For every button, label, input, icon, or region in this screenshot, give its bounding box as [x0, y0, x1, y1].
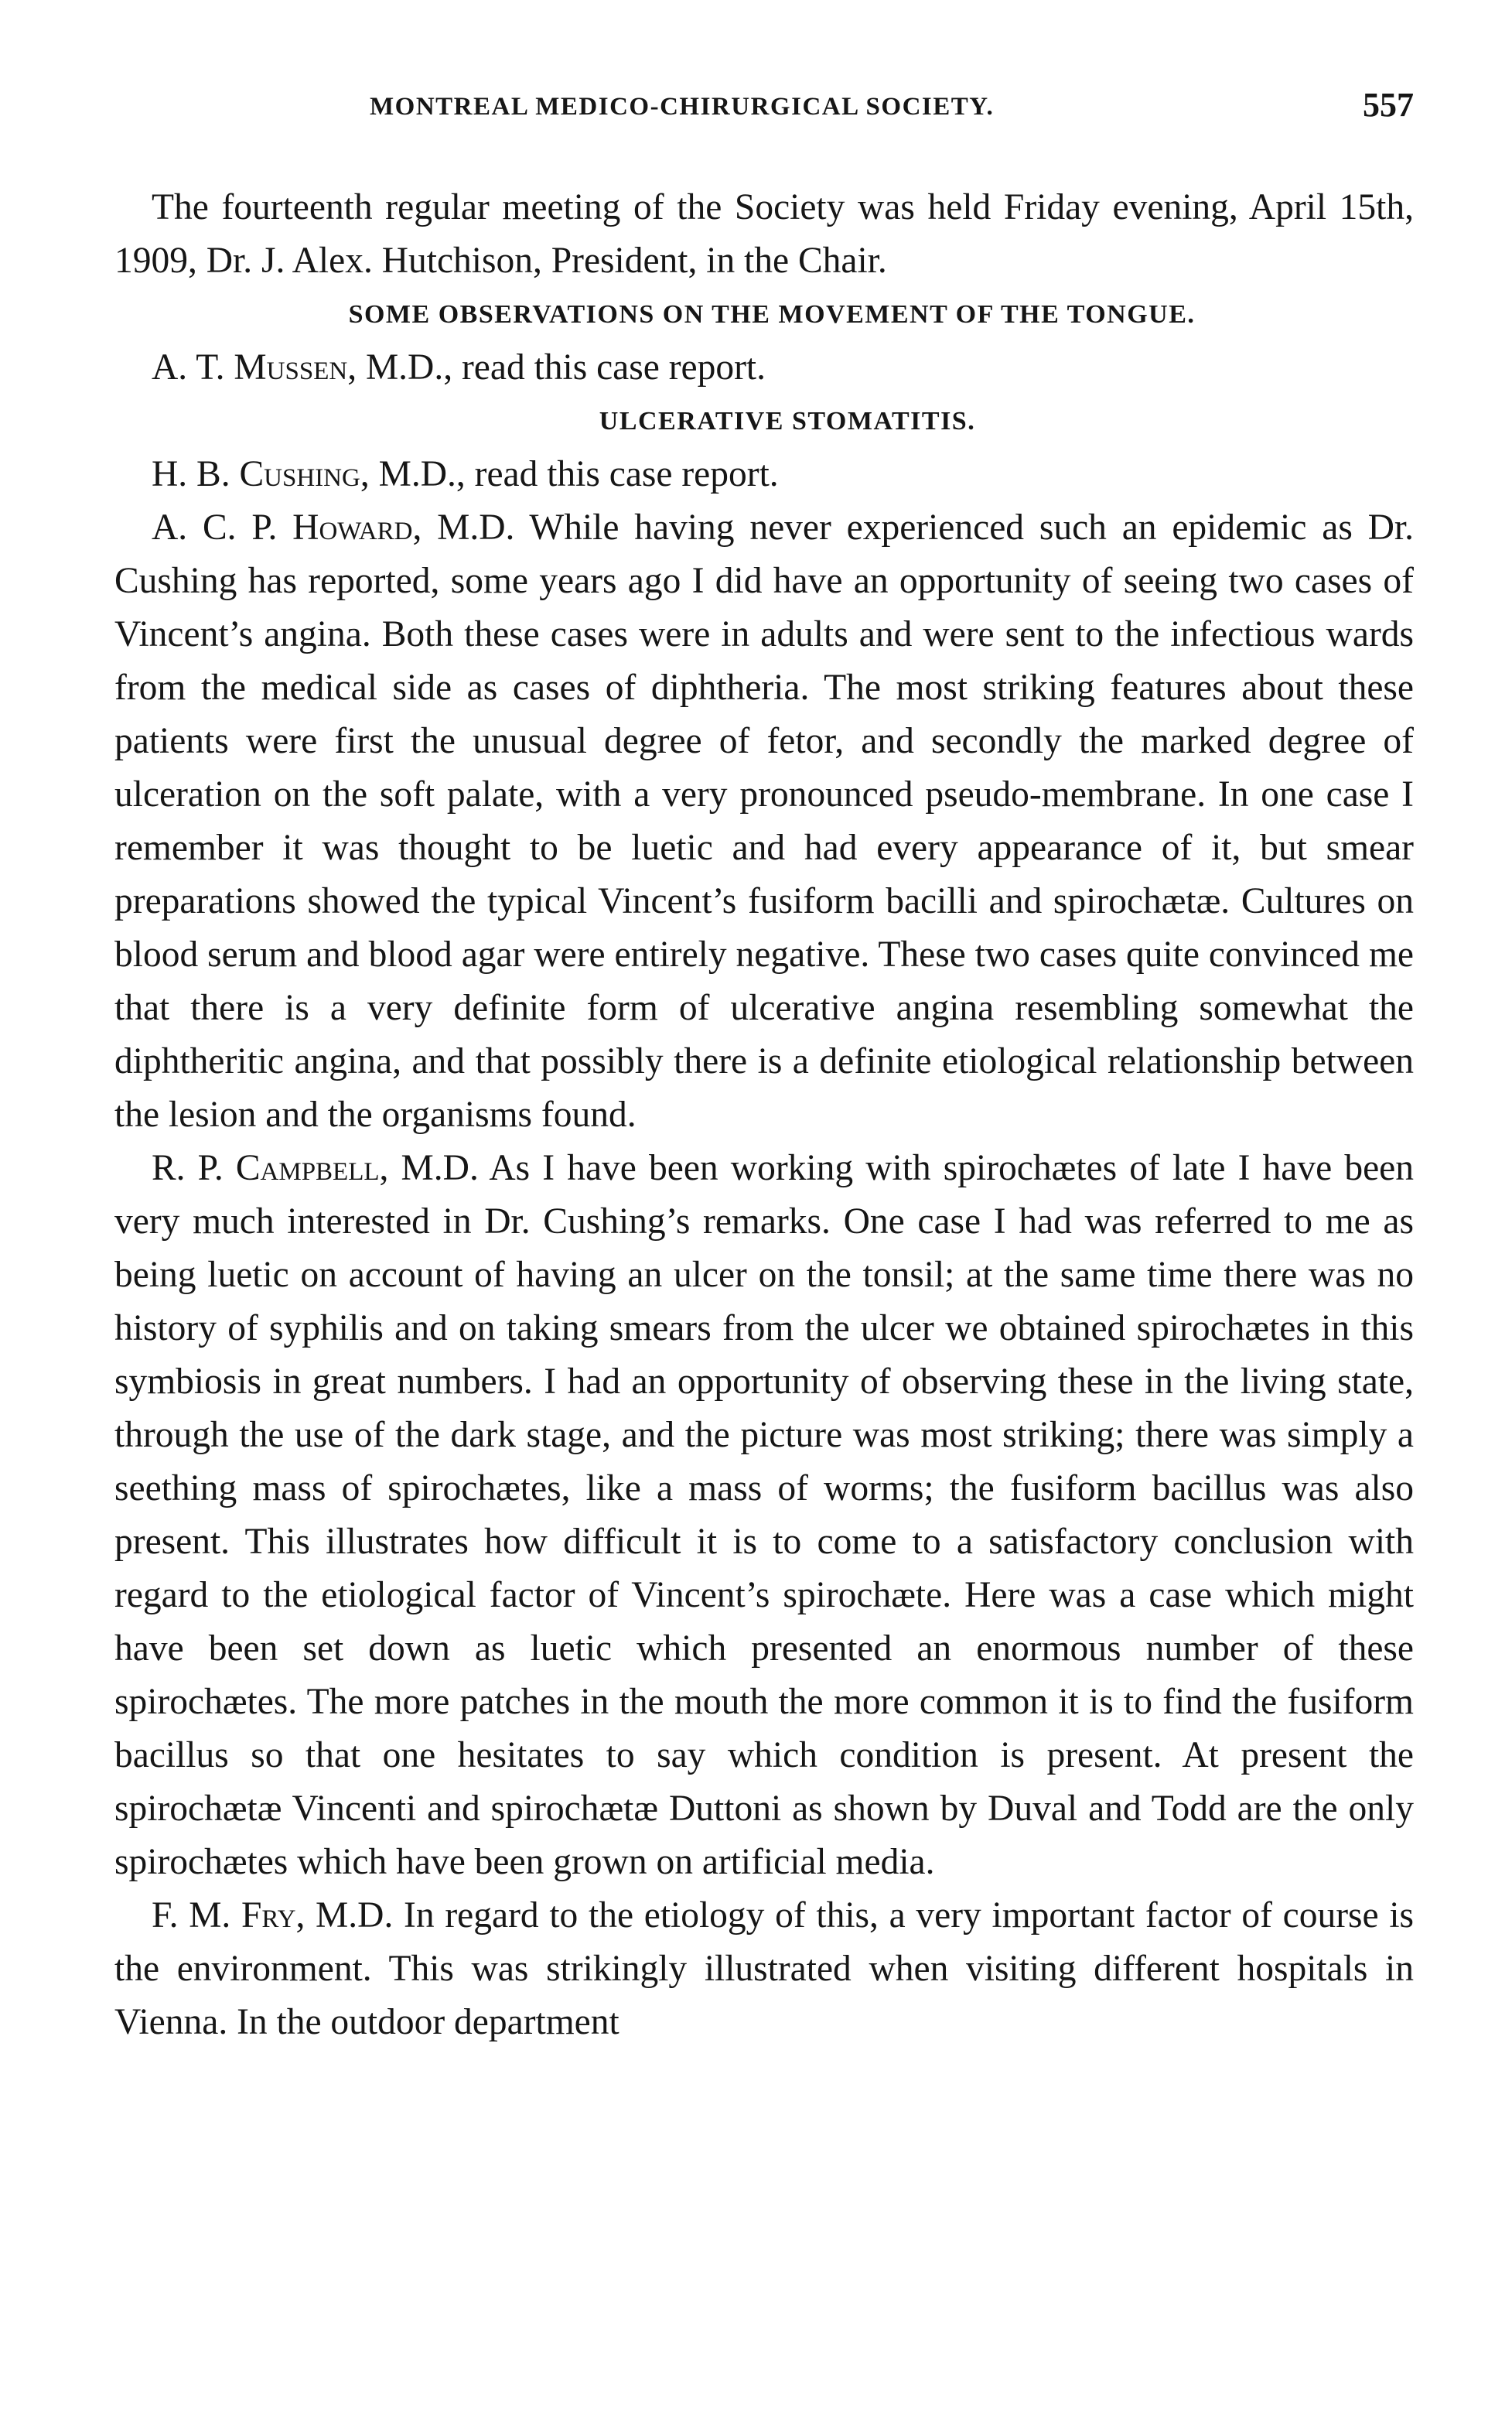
paragraph-text: While having never experienced such an epidemic as Dr. Cushing has reported, some years ago I did have an opportunity of seeing two cases of Vincent’s angina. Both these cases were in adults and were sent to the infectious wards from the medical side as cases of diphtheria. The most striking features about these patients were first the unusual degree of fetor, and secondly the marked degree of ulceration on the soft palate, with a very pronounced pseudo-membrane. In one case I remember it was thought to be luetic and had every appearance of it, but smear preparations showed the typical Vincent’s fusiform bacilli and spirochætæ. Cultures on blood serum and blood agar were entirely negative. These two cases quite convinced me that there is a very definite form of ulcerative angina resembling somewhat the diphtheritic angina, and that possibly there is a definite etiological relationship between the lesion and the organisms found.: [114, 507, 1414, 1135]
running-title: MONTREAL MEDICO-CHIRURGICAL SOCIETY.: [370, 93, 995, 121]
fry-paragraph: [114, 1889, 1414, 2049]
page-number: 557: [1363, 86, 1414, 124]
speaker-name: R. P. Campbell, M.D.: [152, 1148, 479, 1188]
paragraph-text: read this case report.: [452, 347, 766, 388]
speaker-name: A. C. P. Howard, M.D.: [152, 507, 515, 548]
intro-paragraph: The fourteenth regular meeting of the Society was held Friday evening, April 15th, 1909, Dr. J. Alex. Hutchison, President, in the Chair.: [114, 187, 1414, 281]
cushing-paragraph: [114, 448, 1414, 501]
howard-paragraph: [114, 501, 1414, 1142]
running-head: [114, 85, 1414, 133]
journal-page: [114, 85, 1414, 2049]
speaker-name: H. B. Cushing, M.D.,: [152, 454, 466, 494]
section-heading-stomatitis: ULCERATIVE STOMATITIS.: [599, 407, 976, 436]
paragraph-text: As I have been working with spirochætes of late I have been very much interested in Dr. Cushing’s remarks. One case I had was referred to me as being luetic on account of having an ulcer on the tonsil; at the same time there was no history of syphilis and on taking smears from the ulcer we obtained spirochætes in this symbiosis in great numbers. I had an opportunity of observing these in the living state, through the use of the dark stage, and the picture was most striking; there was simply a seething mass of spirochætes, like a mass of worms; the fusiform bacillus was also present. This illustrates how difficult it is to come to a satisfactory conclusion with regard to the etiological factor of Vincent’s spirochæte. Here was a case which might have been set down as luetic which presented an enormous number of these spirochætes. The more patches in the mouth the more common it is to find the fusiform bacillus so that one hesitates to say which condition is present. At present the spirochætæ Vincenti and spirochætæ Duttoni as shown by Duval and Todd are the only spirochætes which have been grown on artificial media.: [114, 1148, 1414, 1882]
campbell-paragraph: [114, 1142, 1414, 1889]
speaker-name: F. M. Fry, M.D.: [152, 1895, 394, 1935]
mussen-paragraph: [114, 341, 1414, 395]
paragraph-text: read this case report.: [465, 454, 779, 494]
section-heading-tongue: SOME OBSERVATIONS ON THE MOVEMENT OF THE TONGUE.: [348, 300, 1196, 329]
speaker-name: A. T. Mussen, M.D.,: [152, 347, 453, 388]
paragraph-text: In regard to the etiology of this, a very important factor of course is the environment. This was strikingly illustrated when visiting different hospitals in Vienna. In the outdoor department: [114, 1895, 1415, 2042]
